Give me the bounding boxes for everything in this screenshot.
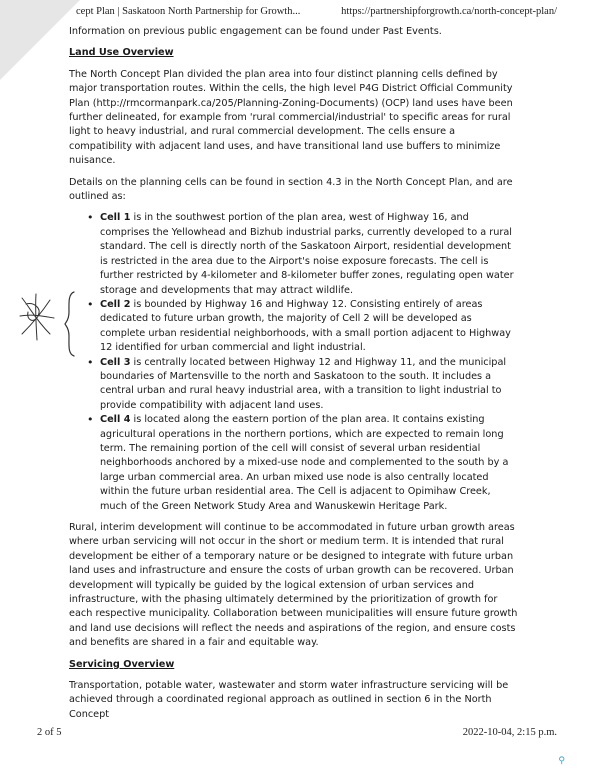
servicing-paragraph-1: Transportation, potable water, wastewater and storm water infrastructure servicing will be achieved through a coordinated regional approach as outlined in section 6 in the North Concept — [69, 680, 509, 720]
cell-2-name: Cell 2 — [100, 298, 131, 310]
list-item — [100, 298, 519, 356]
list-item — [100, 413, 519, 514]
cell-2-description: is bounded by Highway 16 and Highway 12. Consisting entirely of areas dedicated to future urban growth, the majority of Cell 2 will be developed as complete urban residential neighborhoods, with a small portion adjacent to Highway 12 identified for urban commercial and light industrial. — [100, 298, 511, 354]
list-item — [100, 356, 519, 414]
land-use-heading: Land Use Overview — [69, 47, 174, 59]
print-header-url: https://partnershipforgrowth.ca/north-concept-plan/ — [341, 6, 557, 17]
intro-paragraph: Information on previous public engagement can be found under Past Events. — [69, 26, 442, 37]
cell-4-name: Cell 4 — [100, 414, 131, 426]
land-use-paragraph-3: Rural, interim development will continue to be accommodated in future urban growth areas where urban servicing will not occur in the short or medium term. It is intended that rural development be either of a temporary nature or be designed to integrate with future urban land uses and infrastructure and ensure the costs of urban growth can be recovered. Urban development will typically be guided by the logical extension of urban services and infrastructure, with the phasing ultimately determined by the prioritization of growth for each respective municipality. Collaboration between municipalities will ensure future growth and land use decisions will reflect the needs and aspirations of the region, and ensure costs and benefits are shared in a fair and equitable way. — [69, 522, 518, 649]
list-item — [100, 211, 519, 297]
servicing-heading: Servicing Overview — [69, 658, 175, 670]
land-use-paragraph-2: Details on the planning cells can be found in section 4.3 in the North Concept Plan, and are outlined as: — [69, 176, 513, 203]
cell-3-description: is centrally located between Highway 12 and Highway 11, and the municipal boundaries of Martensville to the north and Saskatoon to the south. It includes a central urban and rural heavy industrial area, with a transition to light industrial to provide compatibility with adjacent land uses. — [100, 356, 507, 411]
planning-cells-list — [69, 211, 519, 514]
page-corner-fold — [0, 0, 80, 80]
cell-1-name: Cell 1 — [100, 212, 131, 224]
handwritten-asterisk-mark — [16, 290, 58, 342]
document-body — [69, 25, 519, 729]
cell-1-description: is in the southwest portion of the plan area, west of Highway 16, and comprises the Yellowhead and Bizhub industrial parks, currently developed to a rural standard. The cell is directly north of the Saskatoon Airport, residential development is restricted in the area due to the Airport's noise exposure forecasts. The cell is further restricted by 4-kilometer and 8-kilometer buffer zones, regulating open water storage and developments that may attract wildlife. — [100, 212, 514, 296]
print-footer-datetime: 2022-10-04, 2:15 p.m. — [462, 727, 557, 738]
print-header-title: cept Plan | Saskatoon North Partnership for Growth... — [76, 6, 301, 17]
cell-3-name: Cell 3 — [100, 356, 131, 368]
handwritten-bracket-mark — [64, 290, 78, 358]
scan-marker-icon: ⚲ — [558, 756, 565, 766]
print-footer-page: 2 of 5 — [37, 727, 62, 738]
cell-4-description: is located along the eastern portion of the plan area. It contains existing agricultural operations in the northern portions, which are expected to remain long term. The remaining portion of the cell will consist of several urban residential neighborhoods anchored by a mixed-use node and complemented to the south by a large urban commercial area. An urban mixed use node is also centrally located within the future urban residential area. The Cell is adjacent to Opimihaw Creek, much of the Green Network Study Area and Wanuskewin Heritage Park. — [100, 414, 509, 512]
land-use-paragraph-1: The North Concept Plan divided the plan area into four distinct planning cells defined by major transportation routes. Within the cells, the high level P4G District Official Community Plan (http://rmcormanpark.ca/205/Planning-Zoning-Documents) (OCP) land uses have been further delineated, for example from 'rural commercial/industrial' to specific areas for rural light to heavy industrial, and rural commercial development. The cells ensure a compatibility with adjacent land uses, and have transitional land use buffers to minimize nuisance. — [69, 68, 513, 167]
